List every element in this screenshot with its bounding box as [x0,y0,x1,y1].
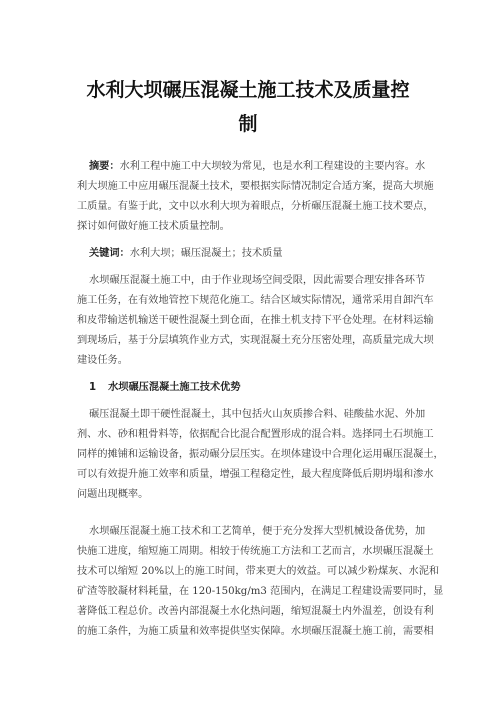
s1p2-line-3: 技术可以缩短 20%以上的施工时间，带来更大的效益。可以减少粉煤灰、水泥和 [77,566,440,577]
s1p1-line-3: 同样的摊铺和运输设备，振动碾分层压实。在坝体建设中合理化运用碾压混凝土， [77,449,444,460]
abstract-label: 摘要： [89,161,120,172]
abstract-line-4: 探讨如何做好施工技术质量控制。 [77,221,230,232]
intro-line-5: 建设任务。 [77,355,128,366]
s1p2-line-5: 著降低工程总价。改善内部混凝土水化热问题，缩短混凝土内外温差，创设有利 [77,606,434,617]
s1p2-line-4: 矿渣等胶凝材料耗量，在 120-150kg/m3 范围内，在满足工程建设需要同时，显 [77,586,444,597]
section-1-number: 1 [89,382,97,393]
intro-line-1: 水坝碾压混凝土施工中，由于作业现场空间受限，因此需要合理安排各环节 [89,275,426,286]
intro-line-4: 到现场后，基于分层填筑作业方式，实现混凝土充分压密处理，高质量完成大坝 [77,335,434,346]
document-title-line-2: 制 [238,113,258,135]
abstract-text-1: 水利工程中施工中大坝较为常见，也是水利工程建设的主要内容。水 [119,161,426,172]
s1p1-line-5: 问题出现概率。 [77,489,149,500]
s1p2-line-1: 水坝碾压混凝土施工技术和工艺简单，便于充分发挥大型机械设备优势，加 [89,526,426,537]
keywords-label: 关键词： [89,248,130,259]
s1p2-line-6: 的施工条件，为施工质量和效率提供坚实保障。水坝碾压混凝土施工前，需要相 [77,626,434,637]
section-1-heading [89,381,241,395]
abstract-line-3: 工质量。有鉴于此，文中以水利大坝为着眼点，分析碾压混凝土施工技术要点， [77,201,434,212]
s1p1-line-2: 剂、水、砂和粗骨料等，依据配合比混合配置形成的混合料。选择同土石坝施工 [77,429,434,440]
intro-line-3: 和皮带输送机输送干硬性混凝土到仓面，在推土机支持下平仓处理。在材料运输 [77,315,434,326]
s1p1-line-4: 可以有效提升施工效率和质量，增强工程稳定性，最大程度降低后期坍塌和渗水 [77,469,434,480]
keywords-text: 水利大坝；碾压混凝土；技术质量 [129,248,283,259]
intro-line-2: 施工任务，在有效地管控下规范化施工。结合区域实际情况，通常采用自卸汽车 [77,295,434,306]
keywords-line [89,247,283,261]
s1p2-line-2: 快施工进度，缩短施工周期。相较于传统施工方法和工艺而言，水坝碾压混凝土 [77,546,434,557]
abstract-line-2: 利大坝施工中应用碾压混凝土技术，要根据实际情况制定合适方案，提高大坝施 [77,181,434,192]
section-1-title: 水坝碾压混凝土施工技术优势 [108,382,241,393]
document-title-line-1: 水利大坝碾压混凝土施工技术及质量控 [86,79,410,101]
abstract-line-1 [89,160,425,174]
s1p1-line-1: 碾压混凝土即干硬性混凝土，其中包括火山灰质掺合料、硅酸盐水泥、外加 [89,409,426,420]
